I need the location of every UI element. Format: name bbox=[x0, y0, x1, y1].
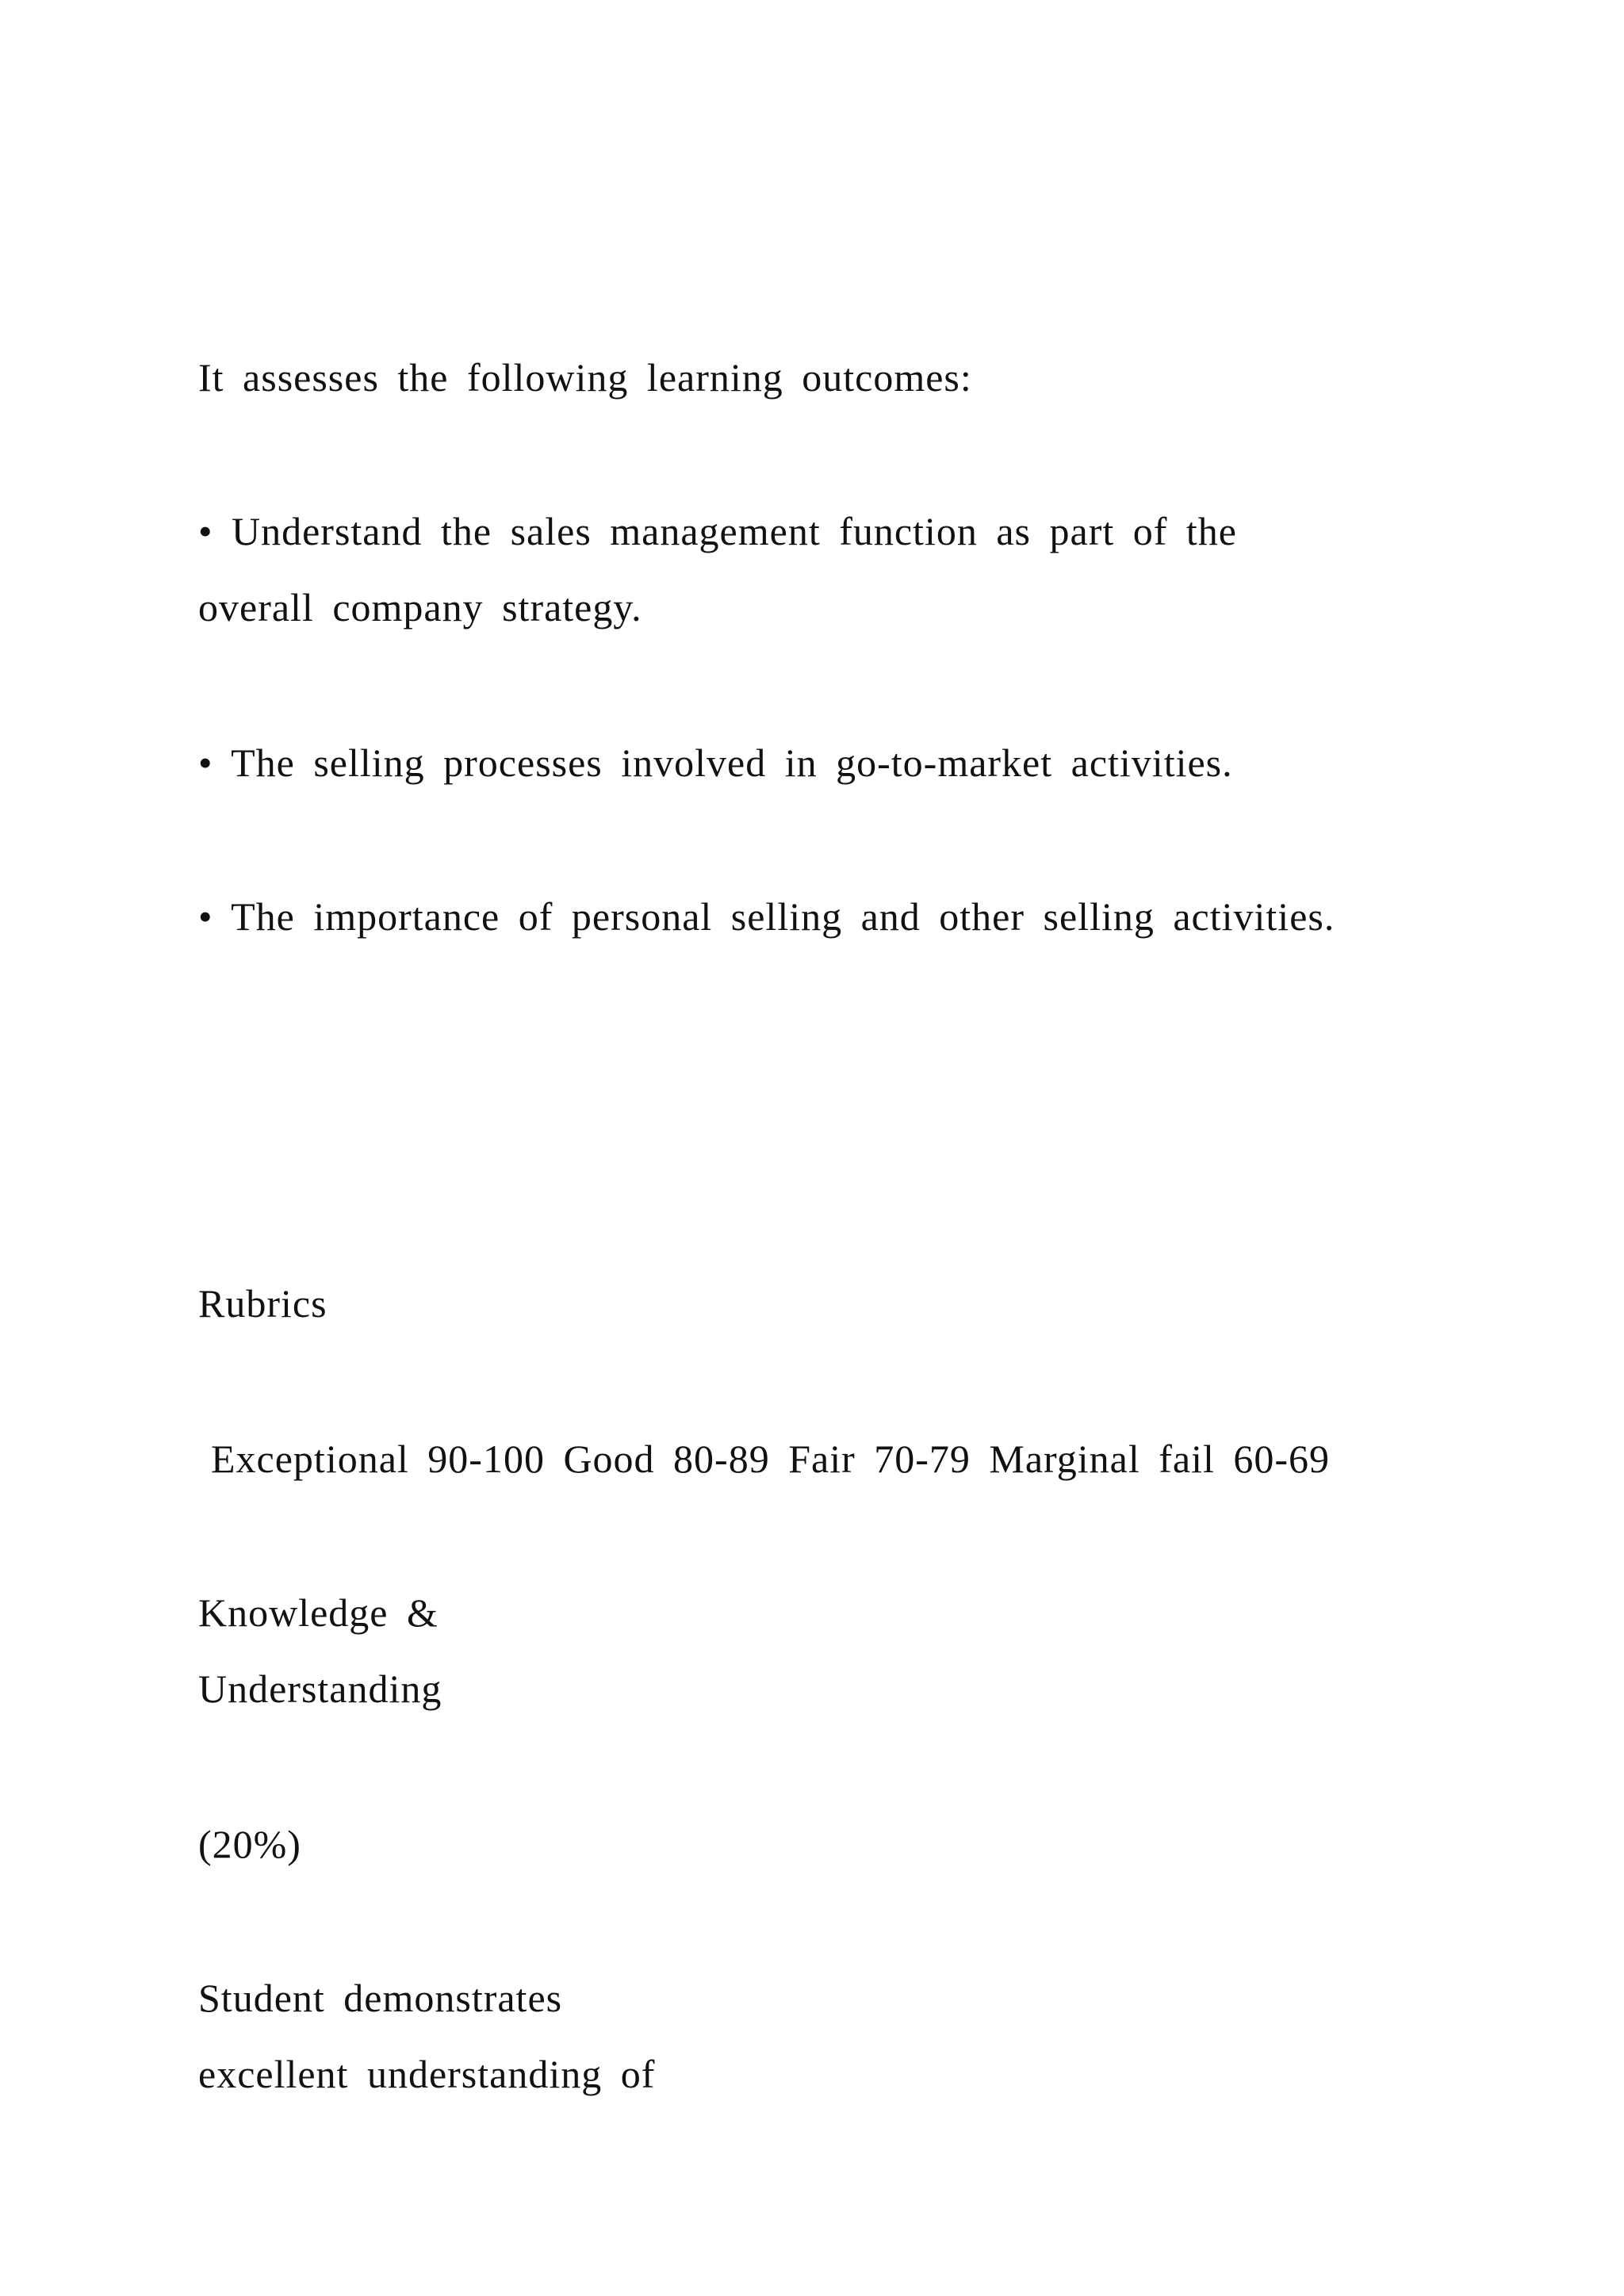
criterion-weight: (20%) bbox=[198, 1822, 301, 1866]
outcome-1-line-2: overall company strategy. bbox=[198, 585, 642, 629]
grade-bands-header: Exceptional 90-100 Good 80-89 Fair 70-79 Marginal fail 60-69 bbox=[211, 1437, 1331, 1481]
criterion-description-line-2: excellent understanding of bbox=[198, 2052, 656, 2096]
criterion-name-line-1: Knowledge & bbox=[198, 1590, 439, 1635]
outcome-3: • The importance of personal selling and other selling activities. bbox=[198, 894, 1335, 939]
criterion-name-line-2: Understanding bbox=[198, 1667, 442, 1711]
criterion-description-line-1: Student demonstrates bbox=[198, 1976, 563, 2020]
outcome-1-line-1: • Understand the sales management function as part of the bbox=[198, 509, 1237, 553]
outcome-2: • The selling processes involved in go-to-market activities. bbox=[198, 740, 1233, 785]
rubrics-heading: Rubrics bbox=[198, 1281, 327, 1326]
intro-text: It assesses the following learning outcomes: bbox=[198, 355, 972, 400]
